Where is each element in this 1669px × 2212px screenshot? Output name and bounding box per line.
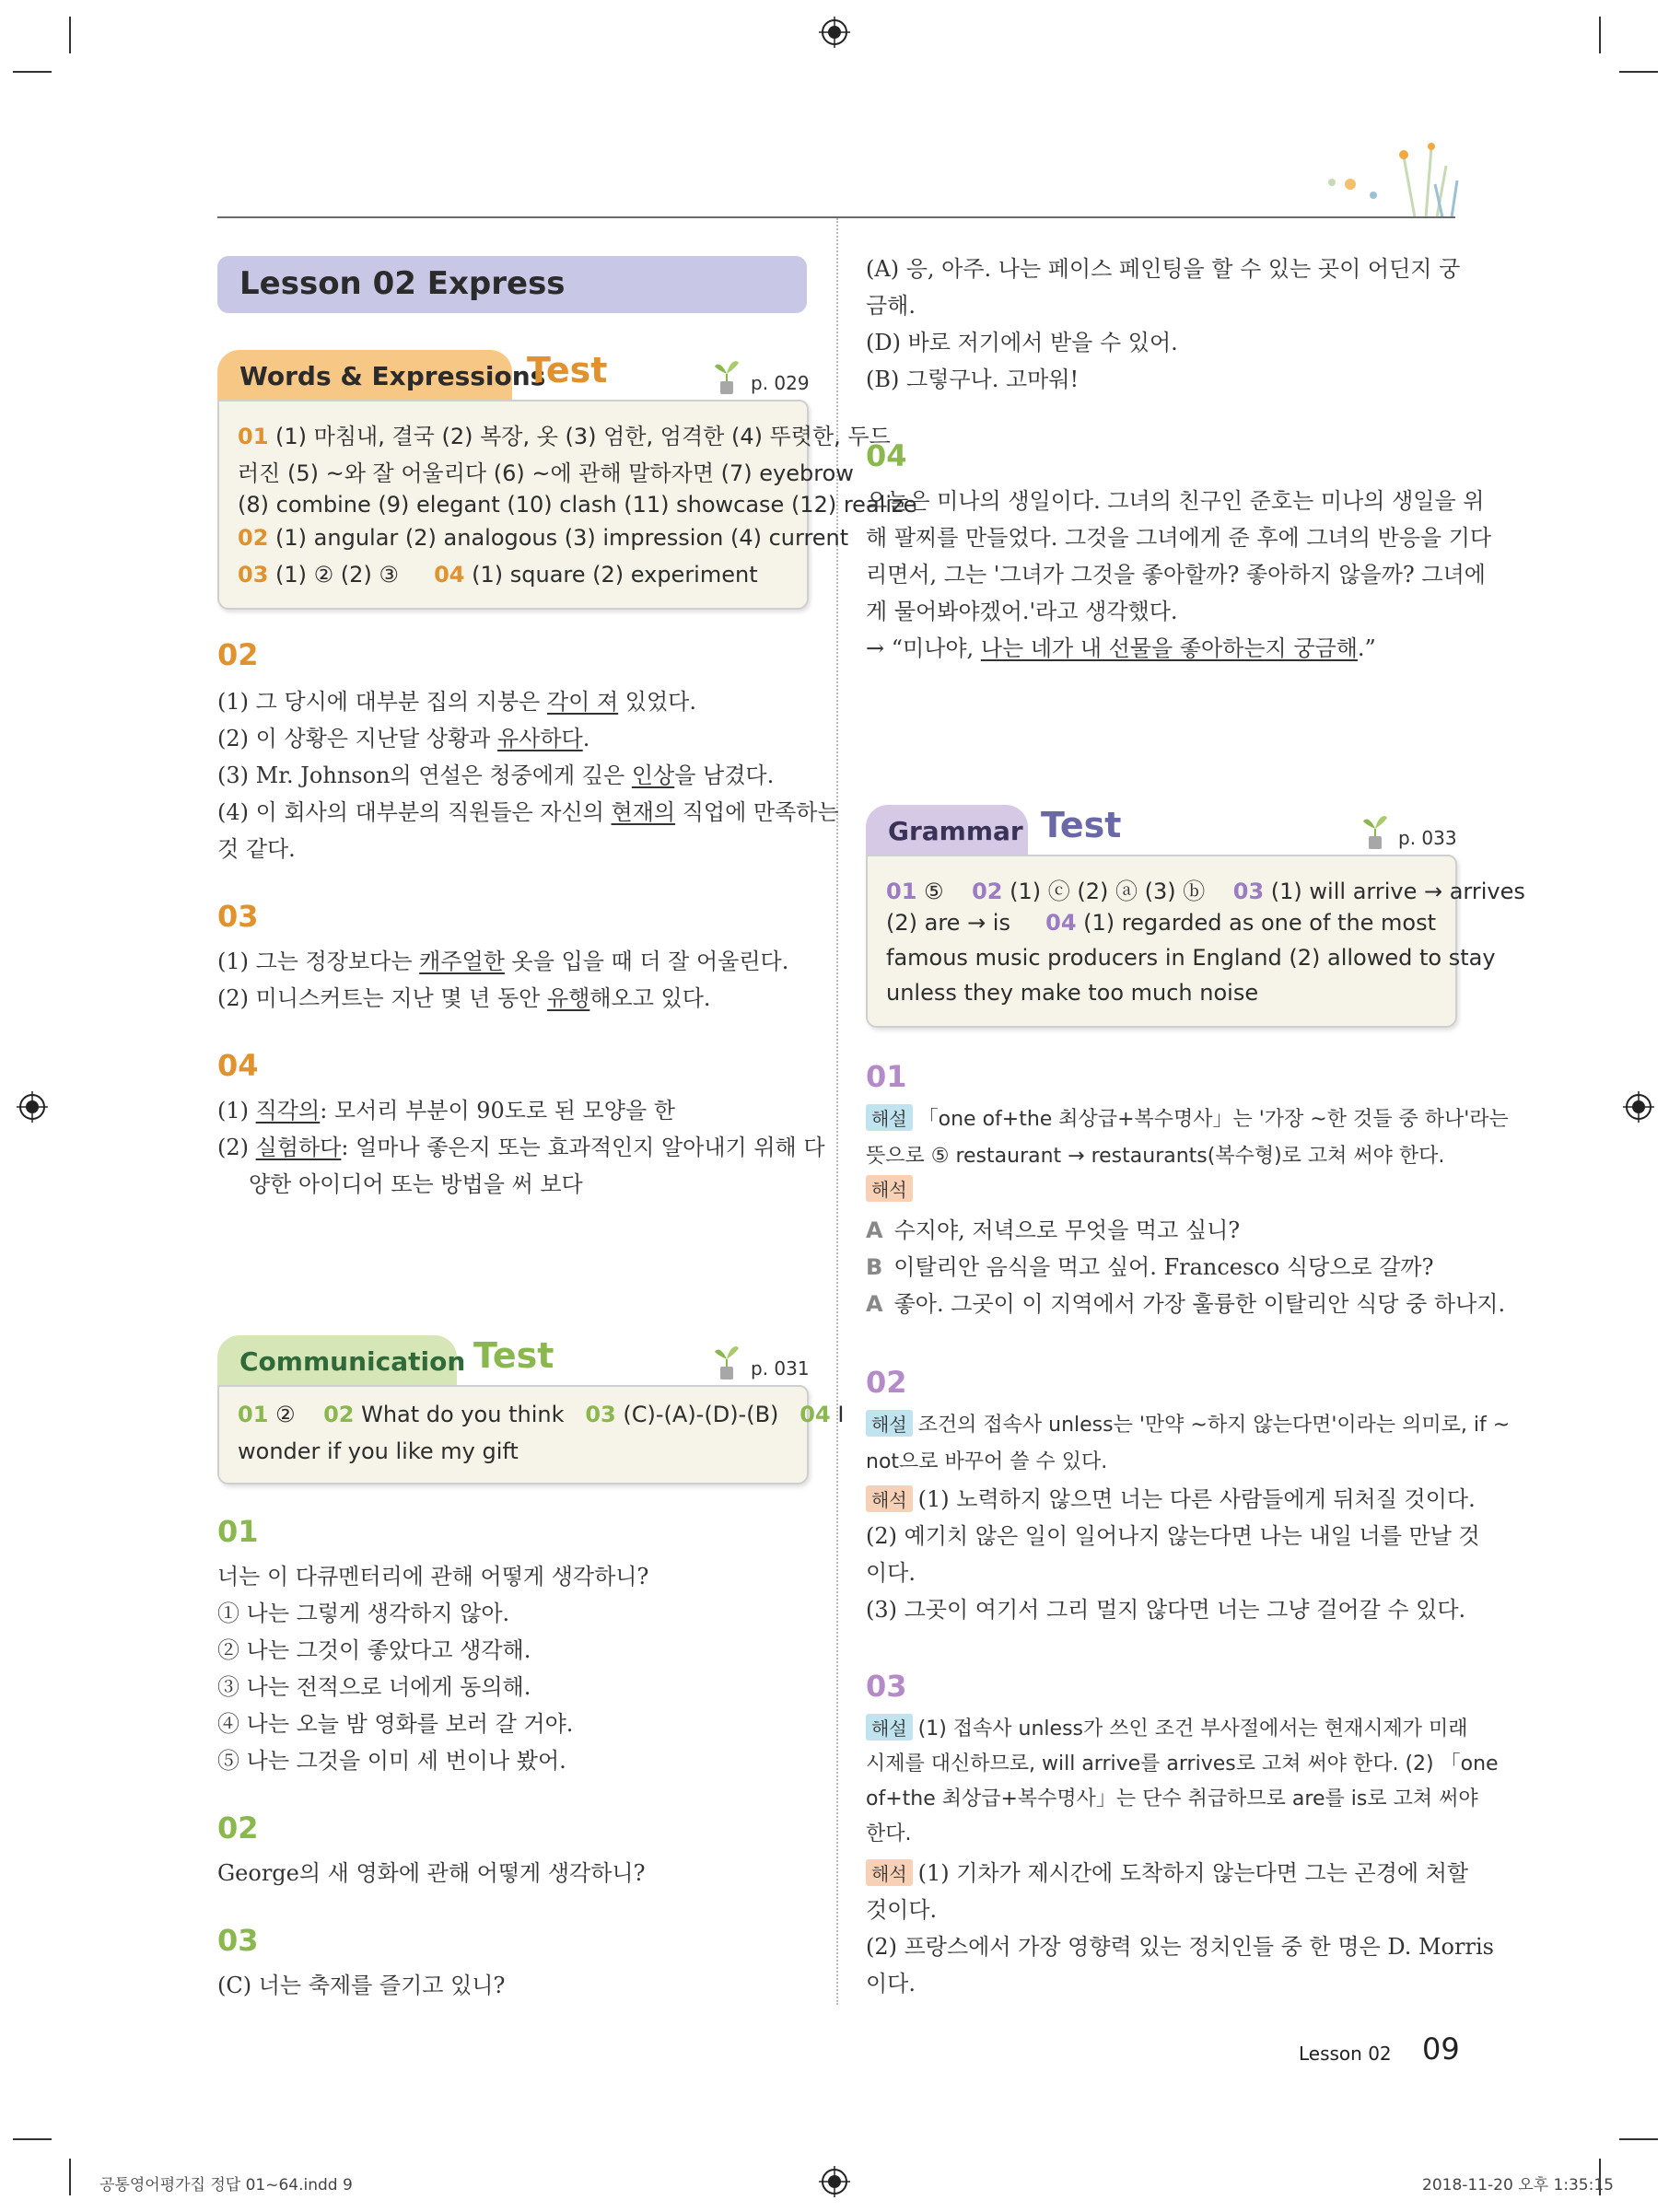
text-line: (3) Mr. Johnson의 연설은 청중에게 깊은 인상을 남겼다.	[217, 763, 775, 788]
answer-line: wonder if you like my gift	[238, 1438, 519, 1464]
question-number: 01	[217, 1514, 259, 1549]
registration-mark-icon	[17, 1091, 48, 1123]
plant-decoration-icon	[1323, 138, 1461, 219]
translation-line: 것이다.	[866, 1897, 938, 1923]
answer-line: 02 (1) angular (2) analogous (3) impression (4) current	[238, 525, 849, 551]
text-line: (4) 이 회사의 대부분의 직원들은 자신의 현재의 직업에 만족하는	[217, 799, 839, 825]
text-line: (1) 직각의: 모서리 부분이 90도로 된 모양을 한	[217, 1098, 675, 1123]
text-line: (B) 그렇구나. 고마워!	[866, 367, 1080, 392]
slug-filename: 공통영어평가집 정답 01~64.indd 9	[99, 2176, 353, 2195]
text-line: ② 나는 그것이 좋았다고 생각해.	[217, 1637, 531, 1663]
grammar-test-tab-label: Grammar	[888, 816, 1023, 846]
translation-line: 이다.	[866, 1971, 916, 1997]
text-line: (1) 그 당시에 대부분 집의 지붕은 각이 져 있었다.	[217, 689, 696, 715]
registration-mark-icon	[1623, 1091, 1654, 1123]
explanation-tag: 해설	[866, 1714, 913, 1740]
text-line: 오늘은 미나의 생일이다. 그녀의 친구인 준호는 미나의 생일을 위	[866, 488, 1485, 514]
text-line: 양한 아이디어 또는 방법을 써 보다	[249, 1171, 583, 1197]
explanation-tag: 해설	[866, 1410, 913, 1437]
slug-timestamp: 2018-11-20 오후 1:35:15	[1422, 2176, 1614, 2195]
question-number: 03	[866, 1669, 907, 1704]
question-number: 03	[217, 899, 259, 934]
dialogue-line: B 이탈리안 음식을 먹고 싶어. Francesco 식당으로 갈까?	[866, 1254, 1434, 1280]
text-line: (2) 이 상황은 지난달 상황과 유사하다.	[217, 726, 590, 751]
comm-test-tab	[217, 1335, 466, 1387]
translation-line: (3) 그곳이 여기서 그리 멀지 않다면 너는 그냥 걸어갈 수 있다.	[866, 1597, 1466, 1623]
registration-mark-icon	[819, 2166, 850, 2197]
translation-line: (2) 프랑스에서 가장 영향력 있는 정치인들 중 한 명은 D. Morris	[866, 1934, 1494, 1960]
crop-mark	[13, 2138, 52, 2140]
we-answer-box	[217, 400, 917, 610]
text-line: ④ 나는 오늘 밤 영화를 보러 갈 거야.	[217, 1711, 574, 1737]
page-number: 09	[1422, 2032, 1460, 2066]
question-number: 03	[217, 1923, 259, 1958]
we-test-tab-label: Words & Expressions	[239, 361, 546, 391]
comm-test-tab-label: Communication	[239, 1346, 466, 1377]
footer-lesson-label: Lesson 02	[1299, 2043, 1392, 2065]
sprout-icon	[713, 354, 741, 396]
question-number: 04	[217, 1048, 259, 1083]
text-line: 리면서, 그는 '그녀가 그것을 좋아할까? 좋아하지 않을까? 그녀에	[866, 562, 1486, 588]
translation-tag-line	[866, 1175, 918, 1202]
question-number: 04	[866, 438, 907, 473]
translation-line: 이다.	[866, 1560, 916, 1586]
grammar-answer-box	[866, 855, 1525, 1028]
explanation-line: 한다.	[866, 1822, 912, 1845]
lesson-title-bar	[217, 256, 807, 313]
question-number: 02	[866, 1365, 907, 1400]
dialogue-line: A 좋아. 그곳이 이 지역에서 가장 훌륭한 이탈리안 식당 중 하나지.	[866, 1291, 1506, 1317]
we-test-word: Test	[527, 350, 608, 390]
grammar-test-tab	[866, 805, 1028, 856]
translation-tag: 해석	[866, 1859, 913, 1886]
answer-line: 01 ⑤ 02 (1) ⓒ (2) ⓐ (3) ⓑ 03 (1) will arrive → arrives	[886, 879, 1525, 904]
text-line: 금해.	[866, 293, 916, 319]
explanation-tag: 해설	[866, 1104, 913, 1131]
explanation-line: 뜻으로 ⑤ restaurant → restaurants(복수형)로 고쳐 써야 한다.	[866, 1145, 1445, 1168]
answer-line: unless they make too much noise	[886, 980, 1259, 1006]
text-line: (D) 바로 저기에서 받을 수 있어.	[866, 330, 1178, 355]
explanation-line: 시제를 대신하므로, will arrive를 arrives로 고쳐 써야 한다. (2) 「one	[866, 1752, 1499, 1775]
text-line: ⑤ 나는 그것을 이미 세 번이나 봤어.	[217, 1748, 566, 1774]
comm-answer-box	[217, 1385, 845, 1484]
crop-mark	[1599, 17, 1601, 53]
text-line: ③ 나는 전적으로 너에게 동의해.	[217, 1674, 531, 1700]
answer-line: famous music producers in England (2) allowed to stay	[886, 945, 1496, 971]
translation-tag: 해석	[866, 1175, 913, 1202]
answer-line: 01 (1) 마침내, 결국 (2) 복장, 옷 (3) 엄한, 엄격한 (4) 뚜렷한, 두드	[238, 424, 891, 449]
text-line: (2) 실험하다: 얼마나 좋은지 또는 효과적인지 알아내기 위해 다	[217, 1135, 825, 1160]
crop-mark	[69, 17, 71, 53]
explanation-line: 해설 조건의 접속사 unless는 '만약 ~하지 않는다면'이라는 의미로, if ~	[866, 1409, 1510, 1438]
text-line: 해 팔찌를 만들었다. 그것을 그녀에게 준 후에 그녀의 반응을 기다	[866, 525, 1492, 551]
text-line: → “미나야, 나는 네가 내 선물을 좋아하는지 궁금해.”	[866, 635, 1376, 661]
explanation-line: 해설 「one of+the 최상급+복수명사」는 '가장 ~한 것들 중 하나'라는	[866, 1103, 1509, 1132]
text-line: ① 나는 그렇게 생각하지 않아.	[217, 1601, 510, 1626]
comm-page-ref: p. 031	[751, 1357, 810, 1380]
text-line: 게 물어봐야겠어.'라고 생각했다.	[866, 599, 1178, 624]
explanation-line: not으로 바꾸어 쓸 수 있다.	[866, 1450, 1108, 1473]
translation-tag: 해석	[866, 1485, 913, 1512]
text-line: (1) 그는 정장보다는 캐주얼한 옷을 입을 때 더 잘 어울린다.	[217, 949, 789, 974]
text-line: (A) 응, 아주. 나는 페이스 페인팅을 할 수 있는 곳이 어딘지 궁	[866, 256, 1461, 282]
question-number: 02	[217, 1810, 259, 1845]
text-line: 것 같다.	[217, 836, 296, 862]
explanation-line: 해설 (1) 접속사 unless가 쓰인 조건 부사절에서는 현재시제가 미래	[866, 1713, 1468, 1741]
translation-line: 해석 (1) 노력하지 않으면 너는 다른 사람들에게 뒤처질 것이다.	[866, 1481, 1476, 1513]
translation-line: 해석 (1) 기차가 제시간에 도착하지 않는다면 그는 곤경에 처할	[866, 1855, 1468, 1887]
crop-mark	[1619, 2138, 1658, 2140]
dialogue-line: A 수지야, 저녁으로 무엇을 먹고 싶니?	[866, 1217, 1241, 1243]
answer-line: (2) are → is 04 (1) regarded as one of the most	[886, 910, 1437, 936]
question-number: 01	[866, 1059, 907, 1094]
answer-line: (8) combine (9) elegant (10) clash (11) showcase (12) realize	[238, 492, 917, 518]
lesson-title: Lesson 02 Express	[239, 265, 566, 302]
registration-mark-icon	[819, 17, 850, 48]
answer-line: 01 ② 02 What do you think 03 (C)-(A)-(D)-(B) 04 I	[238, 1402, 845, 1427]
grammar-test-word: Test	[1041, 805, 1122, 845]
sprout-icon	[1361, 809, 1389, 851]
text-line: (C) 너는 축제를 즐기고 있니?	[217, 1973, 506, 1998]
text-line: 너는 이 다큐멘터리에 관해 어떻게 생각하니?	[217, 1564, 649, 1589]
grammar-page-ref: p. 033	[1398, 827, 1457, 849]
crop-mark	[13, 71, 52, 73]
answer-line: 러진 (5) ~와 잘 어울리다 (6) ~에 관해 말하자면 (7) eyebrow	[238, 460, 854, 486]
question-number: 02	[217, 637, 259, 672]
comm-test-word: Test	[473, 1335, 554, 1376]
translation-line: (2) 예기치 않은 일이 일어나지 않는다면 나는 내일 너를 만날 것	[866, 1523, 1480, 1549]
we-page-ref: p. 029	[751, 372, 810, 394]
we-test-tab	[217, 350, 546, 402]
crop-mark	[1619, 71, 1658, 73]
explanation-line: of+the 최상급+복수명사」는 단수 취급하므로 are를 is로 고쳐 써야	[866, 1787, 1478, 1810]
answer-line: 03 (1) ② (2) ③ 04 (1) square (2) experiment	[238, 562, 758, 588]
crop-mark	[69, 2159, 71, 2195]
text-line: George의 새 영화에 관해 어떻게 생각하니?	[217, 1860, 646, 1886]
sprout-icon	[713, 1339, 741, 1381]
text-line: (2) 미니스커트는 지난 몇 년 동안 유행해오고 있다.	[217, 985, 711, 1011]
